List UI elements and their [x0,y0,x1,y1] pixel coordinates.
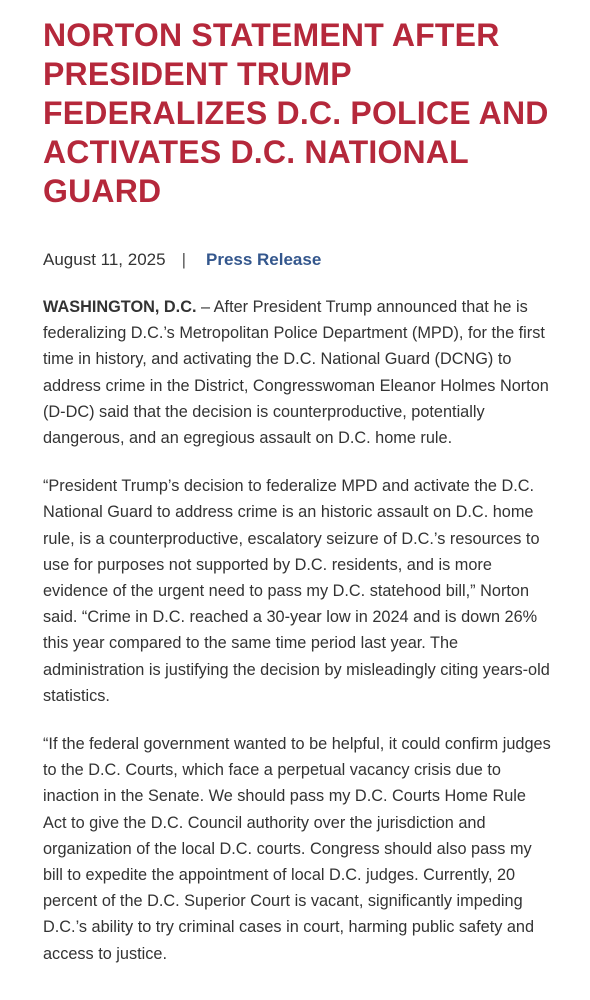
dateline: WASHINGTON, D.C. [43,298,197,316]
paragraph-1-text: – After President Trump announced that he is federalizing D.C.’s Metropolitan Police Department (MPD), for the first time in history, and activating the D.C. National Guard (DCNG) to address crime in the District, Congresswoman Eleanor Holmes Norton (D-DC) said that the decision is counterproductive, potentially dangerous, and an egregious assault on D.C. home rule. [43,298,549,448]
meta-separator: | [181,250,186,269]
article-meta [43,249,552,271]
article-paragraph-3: “If the federal government wanted to be helpful, it could confirm judges to the D.C. Courts, which face a perpetual vacancy crisis due to inaction in the Senate. We should pass my D.C. Courts Home Rule Act to give the D.C. Council authority over the jurisdiction and organization of the local D.C. courts. Congress should also pass my bill to expedite the appointment of local D.C. judges. Currently, 20 percent of the D.C. Superior Court is vacant, significantly impeding D.C.’s ability to try criminal cases in court, harming public safety and access to justice. [43,735,551,963]
article-paragraph-2: “President Trump’s decision to federalize MPD and activate the D.C. National Guard to address crime is an historic assault on D.C. home rule, is a counterproductive, escalatory seizure of D.C.’s resources to use for purposes not supported by D.C. residents, and is more evidence of the urgent need to pass my D.C. statehood bill,” Norton said. “Crime in D.C. reached a 30-year low in 2024 and is down 26% this year compared to the same time period last year. The administration is justifying the decision by misleadingly citing years-old statistics. [43,477,550,705]
publish-date: August 11, 2025 [43,250,166,269]
category-link-press-release[interactable]: Press Release [205,250,322,269]
article-paragraph-1 [43,294,552,451]
page-title: NORTON STATEMENT AFTER PRESIDENT TRUMP FEDERALIZES D.C. POLICE AND ACTIVATES D.C. NATIONAL GUARD [43,17,549,209]
